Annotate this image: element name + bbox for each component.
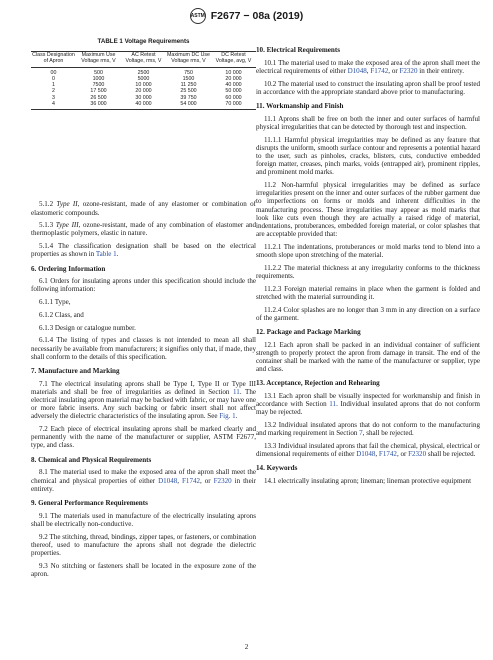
- column-header: Maximum Use Voltage rms, V: [76, 52, 121, 68]
- section-10-heading: 10. Electrical Requirements: [256, 46, 340, 54]
- paragraph-10-2: 10.2 The material used to construct the insulating apron shall be proof tested in accordance with the appropriate standard above prior to manufacturing.: [256, 79, 480, 96]
- table-cell: 25 500: [180, 88, 197, 95]
- page-header: [0, 7, 493, 25]
- paragraph-text: 13.3 Individual insulated aprons that fail the chemical, physical, electrical or dimensional requirements of either: [256, 442, 480, 459]
- paragraph-text: in their entirety.: [417, 66, 464, 75]
- paragraph-text: ozone-resistant, made of any elastomer or combination of elastomeric compounds.: [31, 200, 256, 217]
- paragraph-7-1: [31, 380, 256, 421]
- paragraph-11-2-3: 11.2.3 Foreign material remains in place when the garment is folded and stretched with the material surrounding it.: [256, 284, 480, 301]
- table-cell: 1: [52, 82, 55, 89]
- figure-1-link[interactable]: Fig. 1: [219, 412, 236, 421]
- paragraph-11-1: 11.1 Aprons shall be free on both the inner and outer surfaces of harmful physical irregularities that can be detected by thorough test and inspection.: [256, 114, 480, 131]
- paragraph-6-1-3: 6.1.3 Design or catalogue number.: [39, 323, 136, 332]
- paragraph-text: .: [235, 412, 238, 421]
- table-cell: 7500: [92, 82, 105, 89]
- table-cell: 60 000: [225, 94, 242, 101]
- section-6-heading: 6. Ordering Information: [31, 264, 106, 273]
- f2320-link[interactable]: F2320: [408, 450, 427, 459]
- table-cell: 39 750: [180, 94, 197, 101]
- voltage-requirements-table: [31, 51, 256, 110]
- section-7-heading: 7. Manufacture and Marking: [31, 366, 120, 375]
- separator: , or: [200, 476, 214, 485]
- table-header-row: [31, 52, 256, 68]
- paragraph-9-2: 9.2 The stitching, thread, bindings, zipper tapes, or fasteners, or combination thereof, used to manufacture the aprons shall not degrade the dielectric properties.: [31, 532, 256, 557]
- d1048-link[interactable]: D1048: [158, 476, 178, 485]
- left-column: [31, 30, 256, 583]
- table-cell: 36 000: [76, 101, 121, 110]
- table-cell: 0: [52, 75, 55, 82]
- section-7-link[interactable]: 7: [359, 429, 363, 438]
- table-cell: 750: [184, 69, 193, 76]
- section-11-link[interactable]: 11: [233, 387, 240, 396]
- type-term: Type II,: [56, 200, 80, 209]
- paragraph-5-1-3: [31, 221, 256, 237]
- paragraph-14-1: 14.1 electrically insulating apron; lineman; lineman protective equipment: [264, 477, 472, 486]
- paragraph-text: in their entirety.: [31, 476, 257, 493]
- paragraph-text: shall be rejected.: [426, 450, 476, 459]
- section-12-heading: 12. Package and Package Marking: [256, 327, 361, 336]
- table-cell: 50 000: [225, 88, 242, 95]
- section-9-heading: 9. General Performance Requirements: [31, 498, 148, 507]
- f2320-link[interactable]: F2320: [213, 476, 232, 485]
- paragraph-9-3: 9.3 No stitching or fasteners shall be located in the exposure zone of the apron.: [31, 561, 256, 578]
- paragraph-text: 8.1 The material used to make the exposed area of the apron shall meet the chemical and physical properties of either: [31, 468, 256, 485]
- right-column: [256, 30, 480, 490]
- astm-logo: ASTM: [190, 8, 206, 24]
- paragraph-11-1-1: 11.1.1 Harmful physical irregularities may be defined as any feature that disrupts the uniform, smooth surface contour and represents a potential hazard to the user, such as pinholes, cracks, blisters, cuts, conductive embedded foreign matter, creases, pinch marks, voids (entrapped air), prominent ripples, and prominent mold marks.: [256, 135, 480, 177]
- paragraph-text: 5.1.2: [39, 200, 57, 209]
- paragraph-text: 5.1.3: [39, 221, 56, 230]
- paragraph-text: 13.2 Individual insulated aprons that do not conform to the manufacturing and marking requirement in Section: [256, 421, 480, 438]
- paragraph-text: 10.1 The material used to make the exposed area of the apron shall meet the electrical requirements of either: [256, 58, 480, 75]
- table-cell: 500: [94, 69, 103, 76]
- table-cell: 54 000: [166, 101, 211, 110]
- section-13-heading: 13. Acceptance, Rejection and Rehearing: [256, 379, 380, 388]
- table-title: TABLE 1 Voltage Requirements: [97, 38, 190, 45]
- document-designation: F2677 − 08a (2019): [210, 10, 304, 22]
- separator: , or: [396, 450, 409, 459]
- table-1-link[interactable]: Table 1: [95, 250, 117, 259]
- table-cell: 5000: [137, 75, 150, 82]
- d1048-link[interactable]: D1048: [347, 66, 367, 75]
- f1742-link[interactable]: F1742: [182, 476, 201, 485]
- paragraph-13-3: [256, 442, 480, 458]
- column-header: Class Designation of Apron: [31, 52, 76, 68]
- table-cell: 1500: [182, 75, 195, 82]
- paragraph-8-1: [31, 468, 256, 492]
- table-cell: 70 000: [211, 101, 256, 110]
- table-cell: 3: [52, 94, 55, 101]
- paragraph-text: . Individual insulated aprons that do not conform may be rejected.: [256, 400, 481, 417]
- paragraph-text: 7.1 The electrical insulating aprons shall be Type I, Type II or Type III materials and shall be free of irregularities as defined in Section: [31, 379, 256, 396]
- separator: , or: [388, 66, 400, 75]
- paragraph-11-2: 11.2 Non-harmful physical irregularities may be defined as surface irregularities present on the inner and outer surfaces of the rubber garment due to imperfections on forms or molds and inherent difficulties in the manufacturing process. These irregularities may appear as mold marks that look like cuts even though they are actually a raised ridge of material, indentations, protuberances, embedded foreign material, or color splashes that are acceptable provided that:: [256, 181, 480, 239]
- paragraph-text: .: [116, 250, 119, 259]
- paragraph-13-1: [256, 392, 480, 416]
- table-row: [31, 101, 256, 110]
- type-term: Type III,: [55, 221, 81, 230]
- table-row: [31, 67, 256, 76]
- d1048-link[interactable]: D1048: [356, 450, 376, 459]
- table-cell: 40 000: [121, 101, 166, 110]
- column-header: DC Retest Voltage, avg, V: [211, 52, 256, 68]
- table-cell: 2500: [137, 69, 150, 76]
- column-header: AC Retest Voltage, rms, V: [121, 52, 166, 68]
- table-cell: 1000: [92, 75, 105, 82]
- table-cell: 20 000: [225, 75, 242, 82]
- section-14-heading: 14. Keywords: [256, 464, 298, 473]
- separator: ,: [177, 476, 183, 485]
- paragraph-13-2: [256, 421, 480, 437]
- paragraph-6-1: 6.1 Orders for insulating aprons under this specification should include the following information:: [31, 277, 256, 294]
- paragraph-9-1: 9.1 The materials used in manufacture of the electrically insulating aprons shall be electrically non-conductive.: [31, 511, 256, 528]
- paragraph-5-1-2: [31, 200, 256, 216]
- table-cell: 10 000: [225, 69, 242, 76]
- paragraph-text: . The electrical insulating apron material may be backed with fabric, or may have one or more fabric inserts. Any such backing or fabric insert shall not affect adversely the dielectric characteristics of the insulating apron. See: [31, 387, 257, 421]
- table-cell: 40 000: [225, 82, 242, 89]
- f1742-link[interactable]: F1742: [378, 450, 397, 459]
- paragraph-5-1-4: [31, 242, 256, 258]
- table-cell: 4: [31, 101, 76, 110]
- column-header: Maximum DC Use Voltage rms, V: [166, 52, 211, 68]
- paragraph-text: 5.1.4 The classification designation shall be based on the electrical properties as shown in: [31, 242, 256, 259]
- f1742-link[interactable]: F1742: [370, 66, 389, 75]
- paragraph-11-2-1: 11.2.1 The indentations, protuberances or mold marks tend to blend into a smooth slope upon stretching of the material.: [256, 242, 480, 259]
- table-cell: 30 000: [135, 94, 152, 101]
- paragraph-10-1: [256, 59, 480, 75]
- f2320-link[interactable]: F2320: [399, 66, 418, 75]
- table-cell: 00: [50, 69, 57, 76]
- table-cell: 2: [52, 88, 55, 95]
- section-8-heading: 8. Chemical and Physical Requirements: [31, 455, 152, 464]
- paragraph-text: 13.1 Each apron shall be visually inspected for workmanship and finish in accordance with Section: [256, 392, 480, 409]
- separator: ,: [375, 450, 379, 459]
- table-cell: 26 500: [90, 94, 107, 101]
- paragraph-11-2-4: 11.2.4 Color splashes are no longer than 3 mm in any direction on a surface of the garment.: [256, 305, 480, 322]
- paragraph-6-1-2: 6.1.2 Class, and: [39, 310, 84, 319]
- paragraph-7-2: 7.2 Each piece of electrical insulating aprons shall be marked clearly and permanently with the name of the manufacturer or supplier, ASTM F2677, type, and class.: [31, 425, 256, 450]
- page-number: 2: [244, 643, 249, 651]
- section-11-heading: 11. Workmanship and Finish: [256, 102, 344, 111]
- paragraph-11-2-2: 11.2.2 The material thickness at any irregularity conforms to the thickness requirements.: [256, 263, 480, 280]
- paragraph-text: ozone-resistant, made of any combination of elastomer and thermoplastic polymers, elastic in nature.: [31, 221, 256, 238]
- separator: ,: [366, 66, 371, 75]
- paragraph-6-1-1: 6.1.1 Type,: [39, 298, 71, 307]
- table-1-block: [31, 38, 256, 110]
- table-cell: 20 000: [135, 88, 152, 95]
- paragraph-text: , shall be rejected.: [362, 429, 414, 438]
- table-cell: 11 250: [180, 82, 197, 89]
- table-cell: 17 500: [90, 88, 107, 95]
- paragraph-6-1-4: 6.1.4 The listing of types and classes is not intended to mean all shall necessarily be available from manufacturers; it signifies only that, if made, they shall conform to the details of this specification.: [31, 336, 256, 361]
- table-cell: 10 000: [135, 82, 152, 89]
- paragraph-12-1: 12.1 Each apron shall be packed in an individual container of sufficient strength to properly protect the apron from damage in transit. The end of the container shall be marked with the name of the manufacturer or supplier, type and class.: [256, 340, 480, 374]
- section-11-link[interactable]: 11: [329, 400, 337, 409]
